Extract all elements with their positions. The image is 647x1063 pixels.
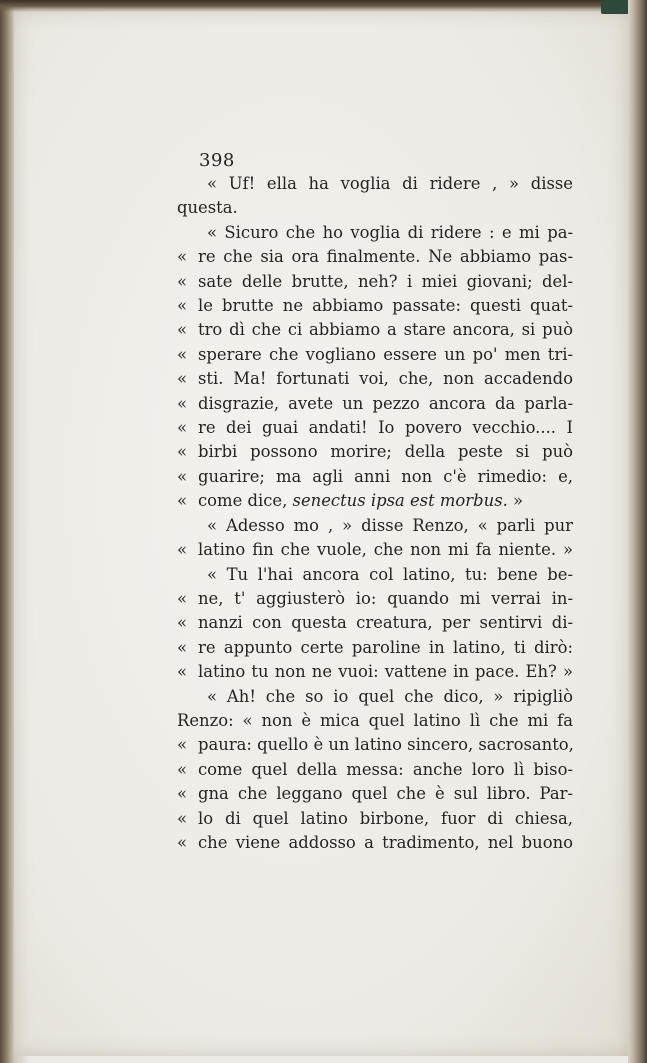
line-text: Renzo: « non è mica quel latino lì che mi fa [177, 710, 573, 730]
text-line [177, 489, 573, 513]
continuation-quote-mark: « [177, 613, 188, 633]
page-right-edge [628, 0, 647, 1063]
text-line [177, 733, 573, 757]
line-text: sperare che vogliano essere un po' men tri- [198, 344, 573, 364]
line-text: nanzi con questa creatura, per sentirvi di- [198, 613, 573, 633]
text-line [177, 660, 573, 684]
latin-quote: senectus ipsa est morbus. [292, 491, 508, 511]
continuation-quote-mark: « [177, 418, 188, 438]
text-block [177, 150, 573, 855]
line-text: re che sia ora finalmente. Ne abbiamo pas- [198, 247, 573, 267]
line-text: tro dì che ci abbiamo a stare ancora, si può [198, 320, 573, 340]
line-text: « Tu l'hai ancora col latino, tu: bene be- [207, 564, 573, 584]
continuation-quote-mark: « [177, 442, 188, 462]
text-line [177, 685, 573, 709]
line-text: « Ah! che so io quel che dico, » ripigliò [207, 686, 573, 706]
text-line [177, 831, 573, 855]
page-top-edge [0, 0, 647, 12]
line-text: come dice, [198, 491, 293, 511]
line-text: questa. [177, 198, 238, 218]
line-text: sti. Ma! fortunati voi, che, non accadendo [198, 369, 573, 389]
text-line [177, 563, 573, 587]
text-line [177, 196, 573, 220]
text-line [177, 343, 573, 367]
text-line [177, 587, 573, 611]
continuation-quote-mark: « [177, 832, 188, 852]
line-text: che viene addosso a tradimento, nel buono [198, 832, 573, 852]
text-line [177, 318, 573, 342]
line-text: gna che leggano quel che è sul libro. Par- [198, 784, 573, 804]
line-text: guarire; ma agli anni non c'è rimedio: e, [198, 466, 573, 486]
continuation-quote-mark: « [177, 491, 188, 511]
text-lines [177, 172, 573, 855]
line-text: « Sicuro che ho voglia di ridere : e mi pa- [207, 222, 573, 242]
continuation-quote-mark: « [177, 271, 188, 291]
text-line [177, 611, 573, 635]
page-number: 398 [199, 150, 235, 171]
line-text: sate delle brutte, neh? i miei giovani; del- [198, 271, 573, 291]
line-text: come quel della messa: anche loro lì biso- [198, 759, 573, 779]
line-text: lo di quel latino birbone, fuor di chiesa, [198, 808, 573, 828]
line-text: ne, t' aggiusterò io: quando mi verrai in- [198, 588, 573, 608]
text-line [177, 172, 573, 196]
line-text: « Adesso mo , » disse Renzo, « parli pur [207, 515, 573, 535]
continuation-quote-mark: « [177, 344, 188, 364]
continuation-quote-mark: « [177, 296, 188, 316]
continuation-quote-mark: « [177, 662, 188, 682]
line-text: re appunto certe paroline in latino, ti dirò: [198, 637, 573, 657]
text-line [177, 514, 573, 538]
text-line [177, 416, 573, 440]
text-line [177, 709, 573, 733]
continuation-quote-mark: « [177, 808, 188, 828]
continuation-quote-mark: « [177, 637, 188, 657]
continuation-quote-mark: « [177, 320, 188, 340]
line-text: « Uf! ella ha voglia di ridere , » disse [207, 174, 573, 193]
text-line [177, 270, 573, 294]
line-text: latino fin che vuole, che non mi fa niente. » [198, 540, 573, 560]
continuation-quote-mark: « [177, 759, 188, 779]
line-text: paura: quello è un latino sincero, sacrosanto, [198, 735, 574, 755]
continuation-quote-mark: « [177, 369, 188, 389]
continuation-quote-mark: « [177, 393, 188, 413]
line-text: le brutte ne abbiamo passate: questi quat- [198, 296, 573, 316]
continuation-quote-mark: « [177, 540, 188, 560]
text-line [177, 367, 573, 391]
text-line [177, 636, 573, 660]
text-line [177, 807, 573, 831]
text-line [177, 538, 573, 562]
text-line [177, 465, 573, 489]
text-line [177, 221, 573, 245]
continuation-quote-mark: « [177, 247, 188, 267]
line-text: re dei guai andati! Io povero vecchio.... I [198, 418, 573, 438]
line-tail: » [507, 491, 524, 511]
continuation-quote-mark: « [177, 784, 188, 804]
text-line [177, 440, 573, 464]
line-text: disgrazie, avete un pezzo ancora da parla- [198, 393, 573, 413]
text-line [177, 245, 573, 269]
line-text: birbi possono morire; della peste si può [198, 442, 573, 462]
text-line [177, 392, 573, 416]
continuation-quote-mark: « [177, 735, 188, 755]
text-line [177, 758, 573, 782]
continuation-quote-mark: « [177, 588, 188, 608]
text-line [177, 294, 573, 318]
line-text: latino tu non ne vuoi: vattene in pace. Eh? » [198, 662, 573, 682]
continuation-quote-mark: « [177, 466, 188, 486]
cover-edge [601, 0, 631, 14]
text-line [177, 782, 573, 806]
